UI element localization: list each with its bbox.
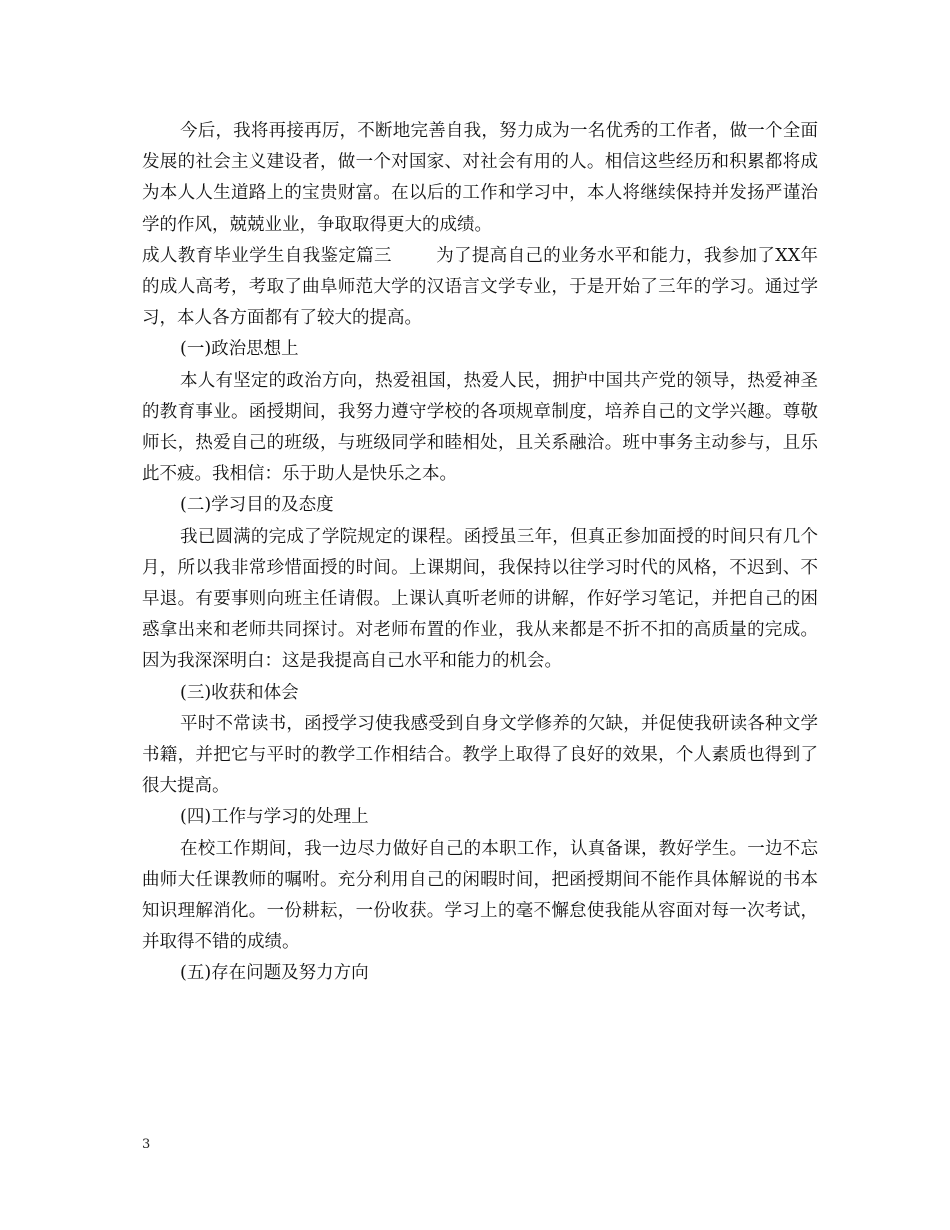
subheading-work-study: (四)工作与学习的处理上 (180, 807, 369, 828)
section-title: 成人教育毕业学生自我鉴定篇三 (142, 245, 392, 266)
subheading-problems: (五)存在问题及努力方向 (180, 963, 369, 984)
paragraph-gains: 平时不常读书，函授学习使我感受到自身文学修养的欠缺，并促使我研读各种文学书籍，并把它与平时的教学工作相结合。教学上取得了良好的效果，个人素质也得到了很大提高。 (142, 713, 818, 797)
paragraph-section-three-intro (142, 241, 818, 335)
subheading-study-attitude: (二)学习目的及态度 (180, 495, 334, 516)
subheading-gains: (三)收获和体会 (180, 682, 299, 703)
paragraph-closing: 今后，我将再接再厉，不断地完善自我，努力成为一名优秀的工作者，做一个全面发展的社会主义建设者，做一个对国家、对社会有用的人。相信这些经历和积累都将成为本人人生道路上的宝贵财富。在以后的工作和学习中，本人将继续保持并发扬严谨治学的作风，兢兢业业，争取取得更大的成绩。 (142, 121, 818, 235)
paragraph-study-attitude: 我已圆满的完成了学院规定的课程。函授虽三年，但真正参加面授的时间只有几个月，所以我非常珍惜面授的时间。上课期间，我保持以往学习时代的风格，不迟到、不早退。有要事则向班主任请假。上课认真听老师的讲解，作好学习笔记，并把自己的困惑拿出来和老师共同探讨。对老师布置的作业，我从来都是不折不扣的高质量的完成。因为我深深明白：这是我提高自己水平和能力的机会。 (142, 526, 818, 672)
subheading-politics: (一)政治思想上 (180, 339, 299, 360)
paragraph-work-study: 在校工作期间，我一边尽力做好自己的本职工作，认真备课，教好学生。一边不忘曲师大任课教师的嘱咐。充分利用自己的闲暇时间，把函授期间不能作具体解说的书本知识理解消化。一份耕耘，一份收获。学习上的毫不懈怠使我能从容面对每一次考试，并取得不错的成绩。 (142, 838, 818, 953)
section-intro-text: 为了提高自己的业务水平和能力，我参加了XX年的成人高考，考取了曲阜师范大学的汉语言文学专业，于是开始了三年的学习。通过学习，本人各方面都有了较大的提高。 (142, 245, 819, 329)
page-number: 3 (142, 1137, 151, 1152)
document-body (142, 116, 818, 990)
paragraph-politics: 本人有坚定的政治方向，热爱祖国，热爱人民，拥护中国共产党的领导，热爱神圣的教育事业。函授期间，我努力遵守学校的各项规章制度，培养自己的文学兴趣。尊敬师长，热爱自己的班级，与班级同学和睦相处，且关系融洽。班中事务主动参与，且乐此不疲。我相信：乐于助人是快乐之本。 (142, 370, 818, 485)
